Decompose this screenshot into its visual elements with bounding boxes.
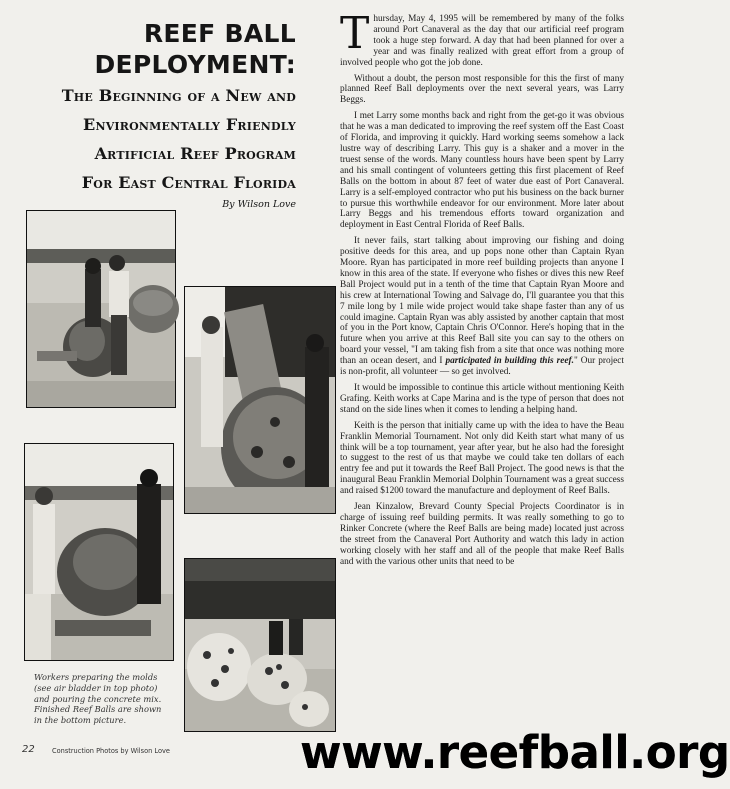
article-paragraph-4: It never fails, start talking about improving our fishing and doing positive deeds for this area, and up pops none other than Captain Ryan Moore. Ryan has participated in more reef building projects than anyone I know in this area of the state. If everyone who fishes or dives this new Reef Ball Project would put in a tenth of the time that Captain Ryan Moore and his crew at International Towing and Salvage do, I'll guarantee you that this 7 mile long by 1 mile wide project would take shape faster than any of us could imagine. Captain Ryan was ably assisted by another captain that most of you in the Port know, Captain Chris O'Connor. Here's hoping that in the future when you arrive at this Reef Ball site you can say to the others on board your vessel, "I am taking fish from a site that once was nothing more than an ocean desert, and I participated in building this reef." Our project is non-profit, all volunteer — so get involved. <box>340 236 625 378</box>
headline <box>28 18 296 196</box>
headline-title-line-1: REEF BALL <box>143 19 296 48</box>
article-paragraph-2: Without a doubt, the person most responsible for this the first of many planned Reef Ball deployments over the next several years, was Larry Beggs. <box>340 73 624 106</box>
drop-cap: T <box>340 8 370 59</box>
article-paragraph-6: Keith is the person that initially came up with the idea to have the Beau Franklin Memorial Tournament. Not only did Keith start what many of us think will be a top tournament, year after year, but he also had the foresight to suggest to the rest of us that maybe we could take ten dollars of each entry fee and put it towards the Reef Ball Project. The good news is that the inaugural Beau Franklin Memorial Dolphin Tournament was a great success and raised $1200 toward the manufacture and deployment of Reef Balls. <box>340 420 624 497</box>
headline-subtitle-line-3: Artificial Reef Program <box>94 144 296 163</box>
byline: By Wilson Love <box>222 199 296 210</box>
page-number: 22 <box>22 744 35 755</box>
article-paragraph-7: Jean Kinzalow, Brevard County Special Projects Coordinator is in charge of issuing reef building permits. It was really something to go to Rinker Concrete (where the Reef Balls are being made) located just across the street from the Canaveral Port Authority and watch this lady in action working closely with her staff and all of the people that make Reef Balls and with the various other units that need to be <box>340 502 624 567</box>
emphasis-text: participated in building this reef. <box>445 356 574 367</box>
headline-subtitle-line-4: For East Central Florida <box>81 173 296 192</box>
article-paragraph-3: I met Larry some months back and right from the get-go it was obvious that he was a man dedicated to improving the reef system off the East Coast of Florida, and improving it quickly. Hard working seems somehow a lack lustre way of describing Larry. This guy is a shaker and a mover in the truest sense of the words. Many countless hours have been spent by Larry and his small contingent of volunteers getting this first placement of Reef Balls on the bottom in about 87 feet of water due east of Port Canaveral. Larry is a self-employed contractor who put his business on the back burner to pursue this worthwhile endeavor for our environment. More later about Larry Beggs and his tremendous efforts toward organization and deployment in East Central Florida of Reef Balls. <box>340 111 624 231</box>
headline-subtitle-line-1: The Beginning of a New and <box>61 86 296 105</box>
photo-finished-reef-balls <box>184 558 336 732</box>
article-paragraph-1: Thursday, May 4, 1995 will be remembered by many of the folks around Port Canaveral as the day that our artificial reef program took a huge step forward. A day that had been planned for over a year and was finally realized with great effort from a group of involved people who got the job done. <box>340 8 624 68</box>
article-paragraph-5: It would be impossible to continue this article without mentioning Keith Grafing. Keith works at Cape Marina and is the type of person that does not stand on the side lines when it comes to lending a helping hand. <box>340 383 624 415</box>
photo-workers-mold <box>26 210 176 408</box>
photo-pouring-concrete <box>24 443 174 661</box>
headline-title-line-2: DEPLOYMENT: <box>94 50 296 79</box>
photo-mold-closeup <box>184 286 336 514</box>
website-watermark: www.reefball.org <box>300 726 730 779</box>
article-body <box>340 8 625 573</box>
headline-subtitle-line-2: Environmentally Friendly <box>83 115 296 134</box>
photo-caption: Workers preparing the molds (see air bladder in top photo) and pouring the concrete mix. Finished Reef Balls are shown in the bottom picture. <box>34 672 162 726</box>
photo-credit: Construction Photos by Wilson Love <box>52 747 170 755</box>
